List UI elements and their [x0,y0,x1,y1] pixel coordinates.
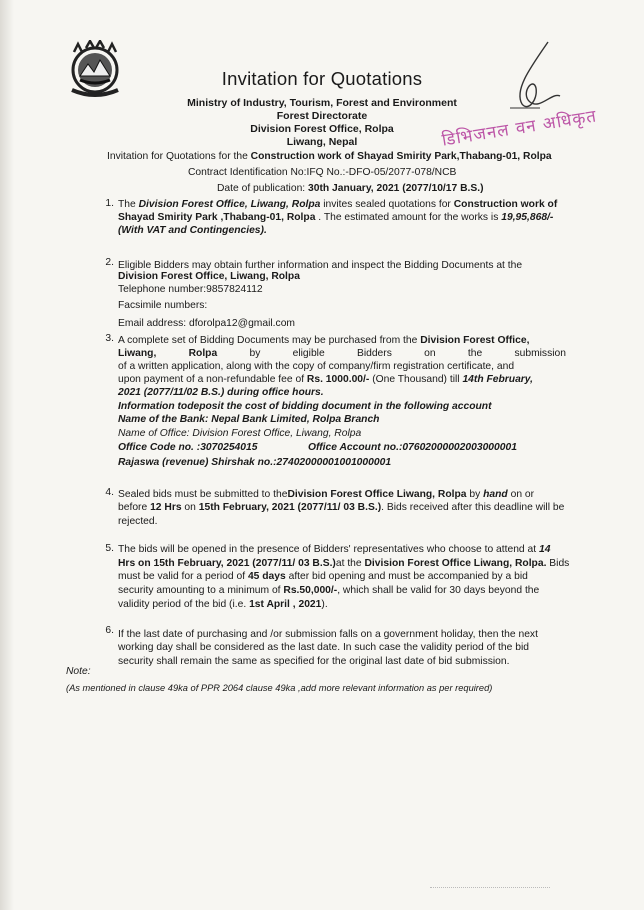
item-2-line-1: Eligible Bidders may obtain further information and inspect the Bidding Documents at the [118,260,523,271]
item-3-line-1: A complete set of Bidding Documents may be purchased from the Division Forest Office, [118,335,530,346]
contract-identification: Contract Identification No:IFQ No.:-DFO-05/2077-078/NCB [188,167,457,178]
item-6-line-2: working day shall be considered as the last date. In such case the validity period of the bid [118,642,529,653]
office-account: Office Account no.:07602000002003000001 [308,442,517,453]
item-5-line-5: validity period of the bid (i.e. 1st April , 2021). [118,599,328,610]
item-5-line-3: must be valid for a period of 45 days after bid opening and must be accompanied by a bid [118,571,528,582]
telephone-number: Telephone number:9857824112 [118,284,263,295]
item-3-line-3: of a written application, along with the copy of company/firm registration certificate, and [118,361,515,372]
item-3-line-2: Liwang, Rolpa by eligible Bidders on the submission [118,348,566,359]
ministry-name: Ministry of Industry, Tourism, Forest and Environment [187,97,457,109]
directorate-name: Forest Directorate [276,110,368,122]
item-3-line-4: upon payment of a non-refundable fee of Rs. 1000.00/- (One Thousand) till 14th February, [118,374,534,385]
office-name: Division Forest Office, Rolpa [250,123,394,135]
bank-name: Name of the Bank: Nepal Bank Limited, Rolpa Branch [118,414,380,425]
item-1-line-2: Shayad Smirity Park ,Thabang-01, Rolpa . The estimated amount for the works is 19,95,868/- [118,212,554,223]
deposit-info-heading: Information todeposit the cost of bidding document in the following account [118,401,492,412]
invitation-line: Invitation for Quotations for the Construction work of Shayad Smirity Park,Thabang-01, Rolpa [107,151,552,162]
office-stamp: डिभिजनल वन अधिकृत [440,106,599,151]
item-1-line-3: (With VAT and Contingencies). [118,225,267,236]
office-code: Office Code no. :3070254015 [118,442,258,453]
item-number: 3. [105,333,114,344]
item-5-line-2: Hrs on 15th February, 2021 (2077/11/ 03 B.S.)at the Division Forest Office Liwang, Rolpa. Bids [118,558,570,569]
item-2-line-2: Division Forest Office, Liwang, Rolpa [118,271,300,282]
item-1-line-1: The Division Forest Office, Liwang, Rolpa invites sealed quotations for Construction work of [118,199,558,210]
item-number: 1. [105,198,114,209]
item-number: 4. [105,487,114,498]
item-number: 5. [105,543,114,554]
publication-date: Date of publication: 30th January, 2021 (2077/10/17 B.S.) [217,183,484,194]
note-label: Note: [66,666,91,677]
office-name-line: Name of Office: Division Forest Office, Liwang, Rolpa [118,428,362,439]
document-title: Invitation for Quotations [221,68,423,89]
item-5-line-4: security amounting to a minimum of Rs.50,000/-, which shall be valid for 30 days beyond the [118,585,540,596]
item-6-line-3: security shall remain the same as specified for the original last date of bid submission. [118,656,510,667]
item-4-line-3: rejected. [118,516,158,527]
scan-artifact [430,887,550,891]
email-address: Email address: dforolpa12@gmail.com [118,318,295,329]
item-6-line-1: If the last date of purchasing and /or submission falls on a government holiday, then the next [118,629,538,640]
item-3-line-5: 2021 (2077/11/02 B.S.) during office hours. [118,387,324,398]
facsimile-numbers: Facsimile numbers: [118,300,208,311]
item-5-line-1: The bids will be opened in the presence of Bidders' representatives who choose to attend at 14 [118,544,551,555]
office-location: Liwang, Nepal [286,136,358,148]
item-4-line-2: before 12 Hrs on 15th February, 2021 (2077/11/ 03 B.S.). Bids received after this deadline will be [118,502,565,513]
note-text: (As mentioned in clause 49ka of PPR 2064 clause 49ka ,add more relevant information as per required) [66,683,493,693]
revenue-shirshak: Rajaswa (revenue) Shirshak no.:27402000001001000001 [118,457,392,468]
item-4-line-1: Sealed bids must be submitted to theDivision Forest Office Liwang, Rolpa by hand on or [118,489,535,500]
item-number: 2. [105,257,114,268]
item-number: 6. [105,625,114,636]
